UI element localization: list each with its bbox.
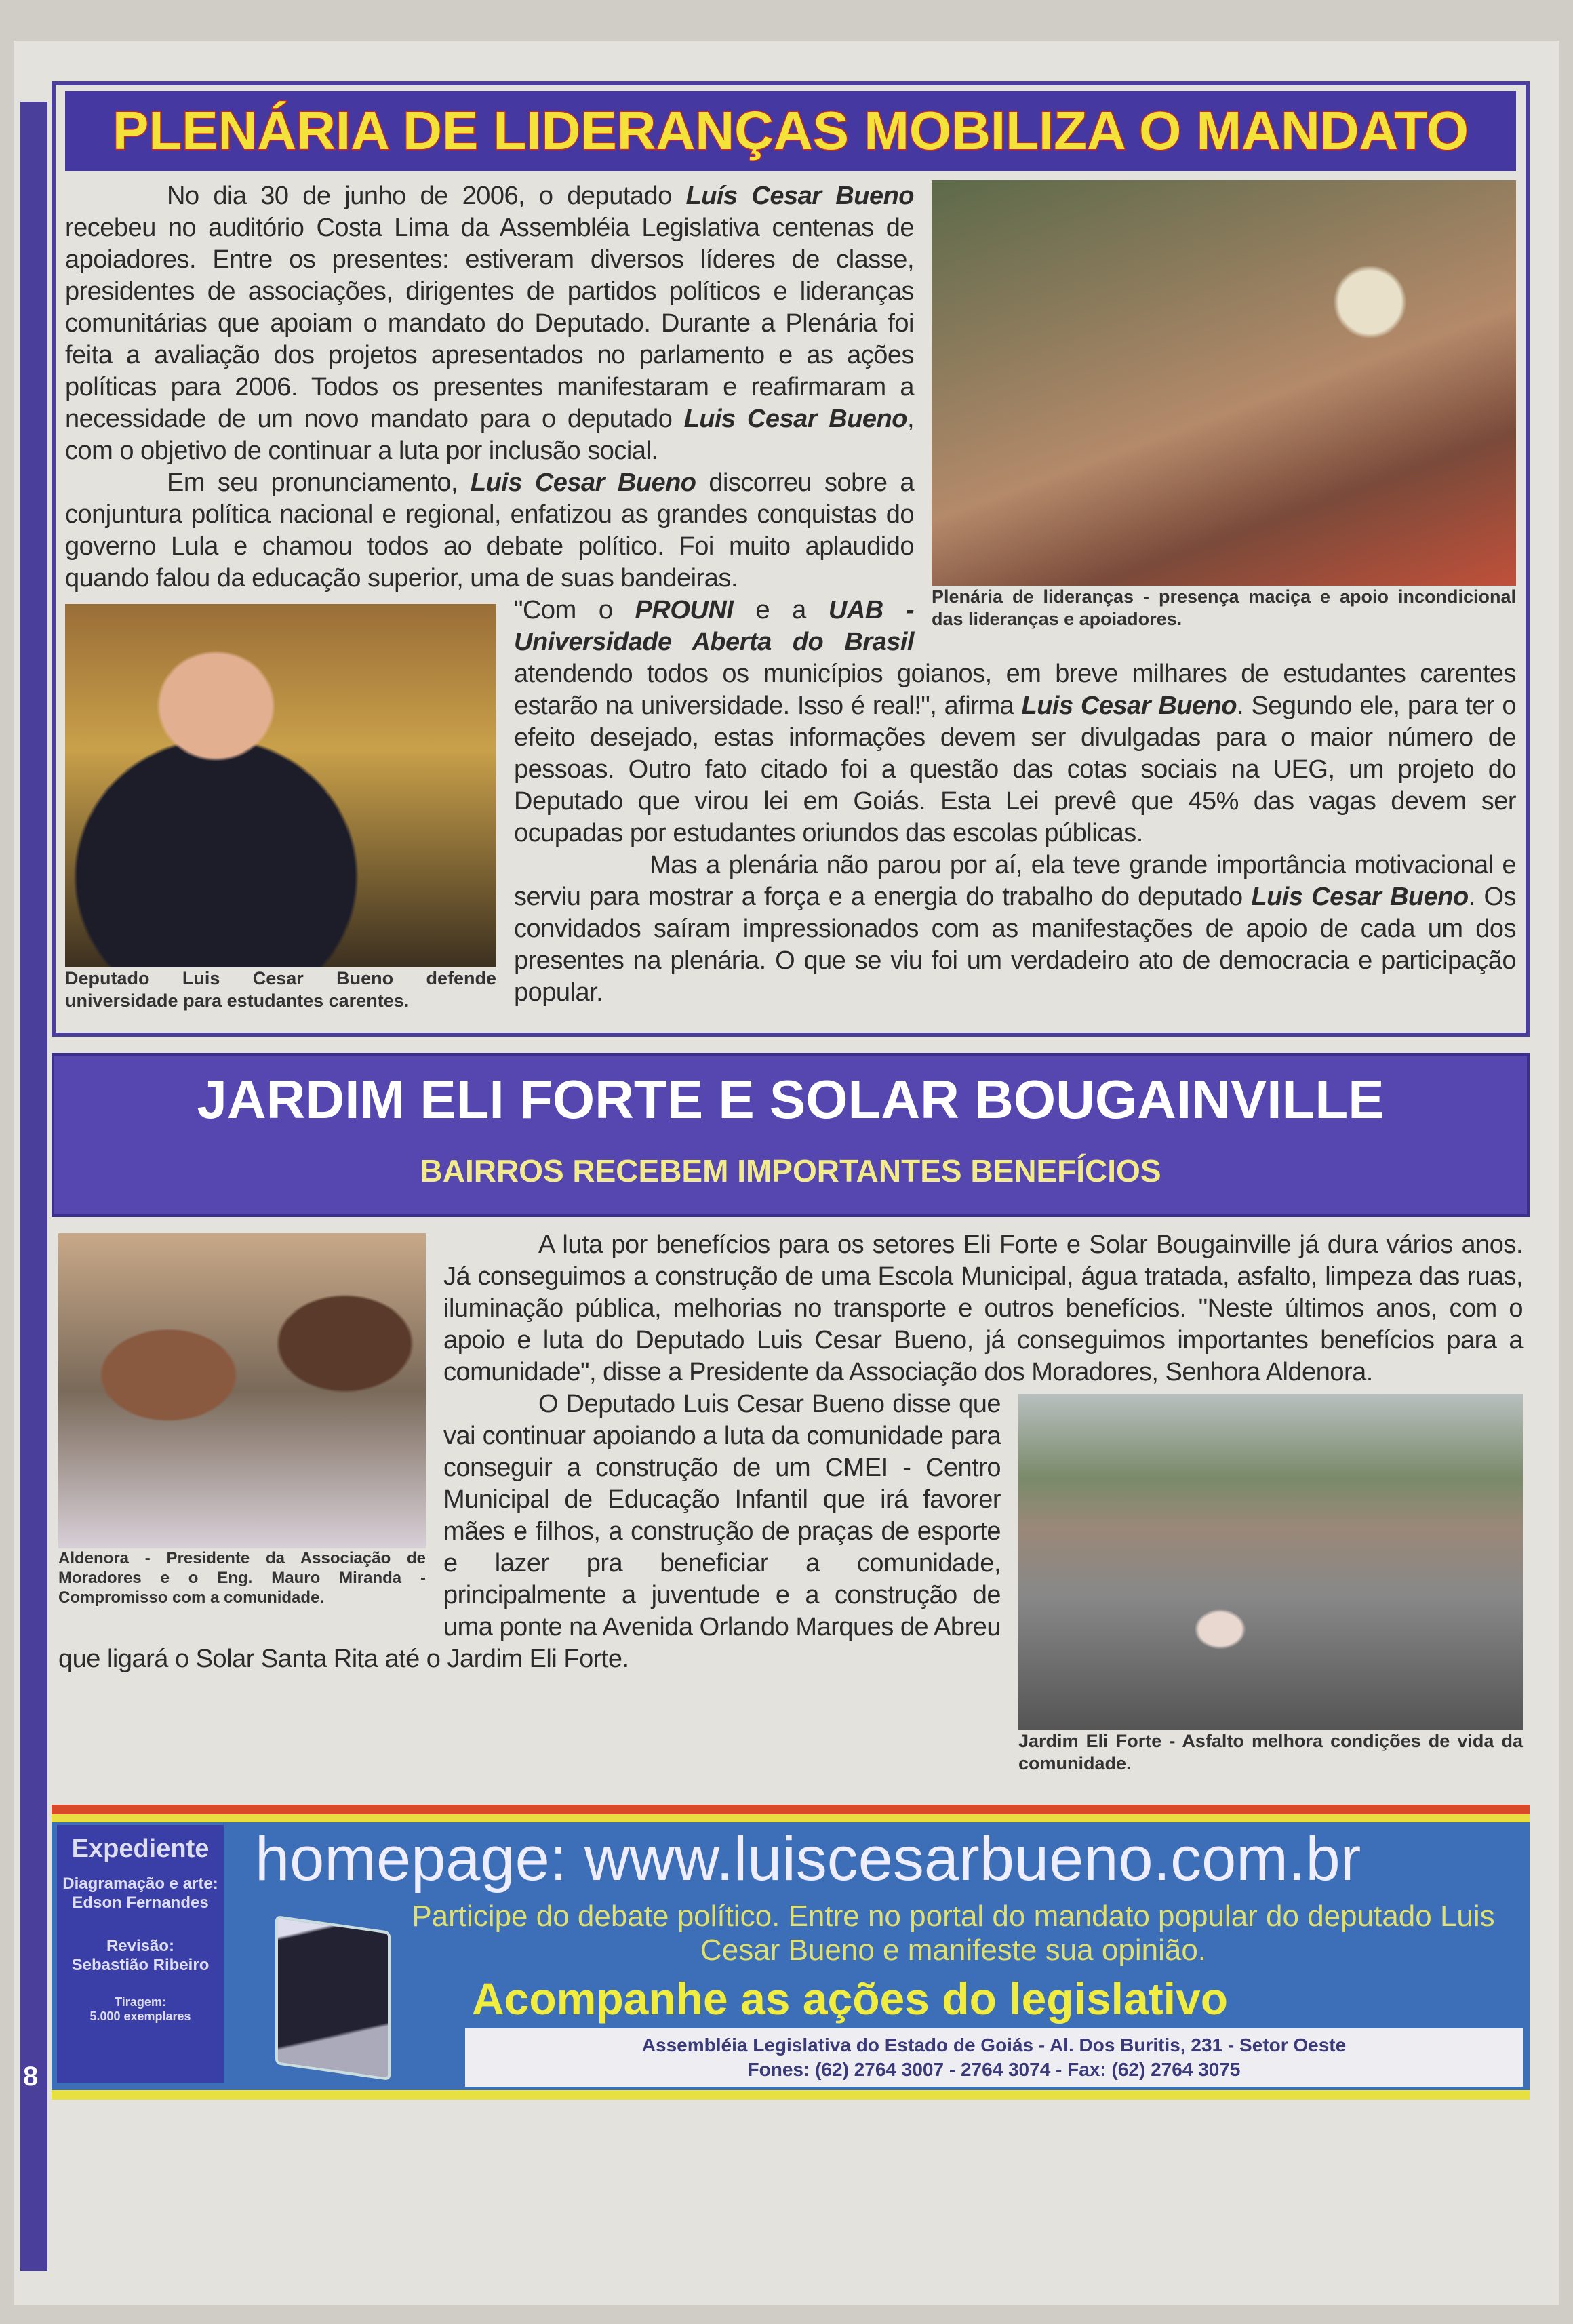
deputy-name: Luís Cesar Bueno [685, 182, 915, 210]
laptop-icon [275, 1915, 391, 2081]
article2-header [52, 1053, 1530, 1217]
article2-subtitle: BAIRROS RECEBEM IMPORTANTES BENEFÍCIOS [420, 1153, 1161, 1188]
expediente-title: Expediente [71, 1835, 210, 1863]
portal-invite: Participe do debate político. Entre no portal do mandato popular do deputado Luis Cesar Bueno e manifeste sua opinião. [412, 1900, 1495, 1967]
deputy-name: Luis Cesar Bueno [1021, 692, 1237, 720]
deputy-name: Luis Cesar Bueno [683, 405, 907, 433]
credit-name: Edson Fernandes [72, 1894, 209, 1912]
photo4-figure [1018, 1394, 1523, 1775]
article2-paragraph-2: O Deputado Luis Cesar Bueno disse que vai continuar apoiando a luta da comunidade para conseguir a construção de um CMEI - Centro Municipal de Educação Infantil que irá favorer mães e filhos, a construção de praças de esporte e lazer pra beneficiar a comunidade, principalmente a juventude e a construção de uma ponte na Avenida Orlando Marques de Abreu que ligará o Solar Santa Rita até o Jardim Eli Forte. [58, 1390, 1001, 1673]
article2-title: JARDIM ELI FORTE E SOLAR BOUGAINVILLE [197, 1069, 1385, 1129]
credit-label: Tiragem: [115, 1995, 166, 2009]
article1-body [65, 180, 1516, 1019]
expediente-box [57, 1825, 224, 2083]
photo3-caption: Aldenora - Presidente da Associação de Moradores e o Eng. Mauro Miranda - Compromisso com a comunidade. [58, 1549, 426, 1607]
uab-label: UAB - Universidade Aberta do Brasil [514, 596, 914, 656]
footer-stripe-red [52, 1805, 1530, 1814]
text: recebeu no auditório Costa Lima da Assembléia Legislativa centenas de apoiadores. Entre os presentes: estiveram diversos líderes de classe, presidentes de associações, dirigentes de partidos políticos e lideranças comunitárias que apoiam o mandato do Deputado. Durante a Plenária foi feita a avaliação dos projetos apresentados no parlamento e as ações políticas para 2006. Todos os presentes manifestaram e reafirmaram a necessidade de um novo mandato para o deputado [65, 214, 914, 433]
address-text: Assembléia Legislativa do Estado de Goiás - Al. Dos Buritis, 231 - Setor Oeste [641, 2035, 1347, 2056]
text: Em seu pronunciamento, [167, 468, 471, 497]
footer-stripe-yellow-bottom [52, 2090, 1530, 2100]
text: "Com o [514, 596, 635, 624]
photo1-figure [932, 180, 1516, 630]
credit-label: Revisão: [106, 1937, 175, 1955]
text: Mas a plenária não parou por aí, ela teve grande importância motivacional e serviu para mostrar a força e a energia do trabalho do deputado [514, 851, 1516, 911]
footer-banner [52, 1805, 1530, 2100]
text: . Segundo ele, para ter o efeito desejado, estas informações devem ser divulgadas para o maior número de pessoas. Outro fato citado foi a questão das cotas sociais na UEG, um projeto do Deputado que virou lei em Goiás. Esta Lei prevê que 45% das vagas devem ser ocupadas por estudantes oriundos das escolas públicas. [514, 692, 1517, 847]
text: , com o objetivo de continuar a luta por inclusão social. [65, 405, 914, 465]
article1-title-bar [65, 91, 1516, 171]
page-number: 8 [23, 2062, 39, 2091]
article1-title: PLENÁRIA DE LIDERANÇAS MOBILIZA O MANDATO [113, 100, 1469, 161]
left-border-bar [20, 102, 47, 2271]
article1 [52, 81, 1530, 1037]
plenary-audience-photo [932, 180, 1516, 586]
credit-name: 5.000 exemplares [89, 2009, 191, 2023]
photo1-caption: Plenária de lideranças - presença maciça e apoio incondicional das lideranças e apoiadores. [932, 586, 1516, 629]
phones-text: Fones: (62) 2764 3007 - 2764 3074 - Fax: (62) 2764 3075 [747, 2059, 1241, 2080]
aldenora-photo [58, 1233, 426, 1548]
photo2-caption: Deputado Luis Cesar Bueno defende universidade para estudantes carentes. [65, 968, 496, 1011]
credit-label: Diagramação e arte: [62, 1875, 218, 1893]
prouni-label: PROUNI [635, 596, 734, 624]
article2-body [52, 1217, 1530, 1788]
photo3-figure [58, 1233, 426, 1607]
page-content [52, 81, 1530, 2100]
article2-title-wrap [54, 1056, 1527, 1144]
text: e a [733, 596, 829, 624]
text: discorreu sobre a conjuntura política nacional e regional, enfatizou as grandes conquistas do governo Lula e chamou [65, 468, 914, 561]
paved-street-photo [1018, 1394, 1523, 1730]
article1-fullwidth-line: todos ao debate político. Foi muito aplaudido quando falou da educação superior, uma de suas bandeiras. [65, 532, 914, 593]
deputy-name: Luis Cesar Bueno [1251, 883, 1469, 911]
homepage-url[interactable]: homepage: www.luiscesarbueno.com.br [255, 1824, 1361, 1894]
slogan: Acompanhe as ações do legislativo [472, 1974, 1229, 2024]
deputy-name: Luis Cesar Bueno [470, 468, 696, 497]
text: No dia 30 de junho de 2006, o deputado [167, 182, 686, 210]
credit-name: Sebastião Ribeiro [71, 1956, 210, 1974]
footer-stripe-yellow [52, 1814, 1530, 1822]
article2-paragraph-1: A luta por benefícios para os setores Eli Forte e Solar Bougainville já dura vários anos. Já conseguimos a construção de uma Escola Municipal, água tratada, asfalto, limpeza das ruas, iluminação pública, melhorias no transporte e outros benefícios. "Neste últimos anos, com o apoio e luta do Deputado Luis Cesar Bueno, já conseguimos importantes benefícios para a comunidade", disse a Presidente da Associação dos Moradores, Senhora Aldenora. [443, 1230, 1523, 1386]
photo4-caption: Jardim Eli Forte - Asfalto melhora condições de vida da comunidade. [1018, 1731, 1523, 1774]
deputy-speaking-photo [65, 604, 496, 967]
photo2-figure [65, 604, 496, 1012]
text: . Os convidados saíram impressionados com as manifestações de apoio de cada um dos presentes na plenária. O que se viu foi um verdadeiro ato de democracia e participação popular. [514, 883, 1516, 1007]
address-box [465, 2028, 1523, 2087]
text: atendendo todos os municípios goianos, em breve milhares de estudantes carentes estarão na universidade. Isso é real!", afirma [514, 660, 1516, 720]
